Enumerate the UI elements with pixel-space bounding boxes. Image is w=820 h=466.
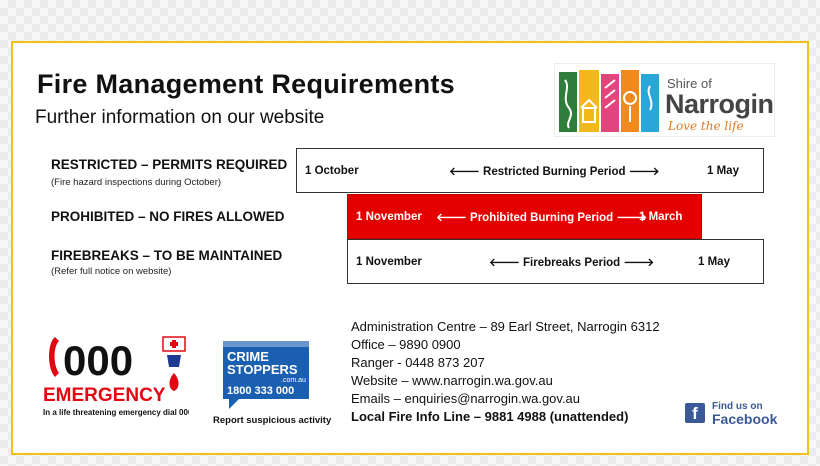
logo-shire-of: Shire of xyxy=(667,76,712,91)
emergency-number: 000 xyxy=(63,337,134,384)
prohibited-period-bar xyxy=(347,194,702,239)
info-panel xyxy=(11,41,809,455)
crimestoppers-domain: .com.au xyxy=(281,377,306,384)
emergency-word: EMERGENCY xyxy=(43,385,166,406)
facebook-find-us: Find us on xyxy=(712,401,763,412)
facebook-icon: f xyxy=(685,403,705,423)
emergency-graphic xyxy=(41,333,189,421)
restricted-period-text: 🡐 Restricted Burning Period 🡒 xyxy=(449,165,660,178)
contact-fire-line: Local Fire Info Line – 9881 4988 (unattended) xyxy=(351,409,629,424)
facebook-badge[interactable] xyxy=(683,397,777,427)
firebreaks-note: (Refer full notice on website) xyxy=(51,266,172,277)
contact-admin: Administration Centre – 89 Earl Street, Narrogin 6312 xyxy=(351,319,660,334)
page-title: Fire Management Requirements xyxy=(37,69,456,99)
contact-ranger: Ranger - 0448 873 207 xyxy=(351,355,485,370)
firebreaks-start: 1 November xyxy=(356,255,422,268)
police-icon xyxy=(167,355,181,367)
crimestoppers-caption: Report suspicious activity xyxy=(213,415,332,426)
prohibited-start: 1 November xyxy=(356,210,422,223)
firebreaks-end: 1 May xyxy=(698,255,730,268)
emergency-caption: In a life threatening emergency dial 000 xyxy=(43,408,189,417)
facebook-label: Facebook xyxy=(712,411,778,427)
shire-logo-graphic xyxy=(557,68,663,134)
restricted-period-bar xyxy=(296,148,764,193)
prohibited-label: PROHIBITED – NO FIRES ALLOWED xyxy=(51,209,285,224)
prohibited-period-text: 🡐 Prohibited Burning Period 🡒 xyxy=(436,211,648,224)
crimestoppers-phone: 1800 333 000 xyxy=(227,385,295,397)
restricted-label: RESTRICTED – PERMITS REQUIRED xyxy=(51,157,288,172)
phone-handset-icon xyxy=(49,337,59,377)
restricted-note: (Fire hazard inspections during October) xyxy=(51,177,222,188)
page-subtitle: Further information on our website xyxy=(35,107,325,128)
logo-name: Narrogin xyxy=(665,89,774,119)
crimestoppers-line1: CRIME xyxy=(227,349,269,364)
firebreaks-label: FIREBREAKS – TO BE MAINTAINED xyxy=(51,248,283,263)
restricted-end: 1 May xyxy=(707,164,739,177)
contact-website[interactable]: Website – www.narrogin.wa.gov.au xyxy=(351,373,553,388)
logo-tagline: Love the life xyxy=(668,119,744,133)
restricted-start: 1 October xyxy=(305,164,359,177)
emergency-000-badge xyxy=(41,333,189,421)
fire-icon xyxy=(169,373,178,391)
contact-emails[interactable]: Emails – enquiries@narrogin.wa.gov.au xyxy=(351,391,581,406)
crimestoppers-graphic xyxy=(223,341,311,411)
prohibited-end: 1 March xyxy=(639,210,683,223)
crimestoppers-line2: STOPPERS xyxy=(227,362,298,377)
contact-office: Office – 9890 0900 xyxy=(351,337,461,352)
shire-logo[interactable] xyxy=(554,63,775,137)
crimestoppers-badge[interactable] xyxy=(223,341,311,405)
firebreaks-period-text: 🡐 Firebreaks Period 🡒 xyxy=(489,256,655,269)
firebreaks-period-bar xyxy=(347,239,764,284)
